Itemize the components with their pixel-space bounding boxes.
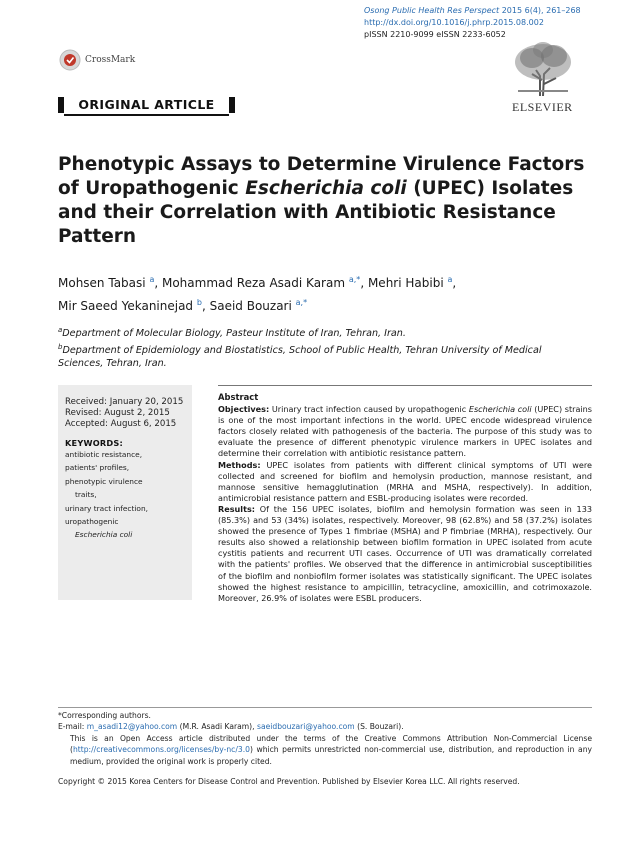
abstract-rule <box>218 385 592 386</box>
crossmark-label: CrossMark <box>85 55 136 65</box>
author-name[interactable]: Mir Saeed Yekaninejad <box>58 299 194 313</box>
tag-underline <box>64 114 229 116</box>
footnote-rule <box>58 707 592 708</box>
email-link[interactable]: saeidbouzari@yahoo.com <box>256 722 355 732</box>
keyword-item: traits, <box>75 490 97 500</box>
elsevier-tree-logo <box>510 40 576 98</box>
results-label: Results: <box>218 503 255 514</box>
affiliation-text: Department of Molecular Biology, Pasteur Institute of Iran, Tehran, Iran. <box>62 328 406 340</box>
tag-bar-right <box>229 97 235 113</box>
methods-text: UPEC isolates from patients with different clinical symptoms of UTI were collected and screened for biofilm and hemolysin production, mannose resistant, and mannose sensitive hemagglutination (MRHA and MSHA, respectively). In addition, antimicrobial resistance pattern and ESBL-producing isolates were recorded. <box>218 459 592 503</box>
affiliation-marker: a <box>58 326 63 334</box>
journal-info <box>364 5 584 41</box>
section-tag: ORIGINAL ARTICLE <box>78 97 215 112</box>
title-part-2: (UPEC) Isolates and their Correlation with Antibiotic Resistance Pattern <box>58 178 574 247</box>
objectives-text: Urinary tract infection caused by uropathogenic <box>269 404 469 415</box>
methods-label: Methods: <box>218 459 261 470</box>
email-link[interactable]: m_asadi12@yahoo.com <box>86 722 178 732</box>
journal-volume: 2015 6(4), 261–268 <box>499 6 581 15</box>
author-name[interactable]: Mehri Habibi <box>367 276 444 290</box>
title-part-1: Phenotypic Assays to Determine Virulence Factors of Uropathogenic <box>58 154 585 199</box>
journal-citation <box>364 5 584 17</box>
abstract <box>218 392 592 604</box>
affiliation-item <box>58 324 588 341</box>
author-separator: , <box>452 276 457 290</box>
license-text-2: ) which permits unrestricted non-commercial use, distribution, and reproduction in any medium, provided the original work is properly cited. <box>70 745 592 766</box>
crossmark-badge[interactable] <box>59 48 171 72</box>
author-affil-ref[interactable]: b <box>196 298 202 307</box>
objectives-italic: Escherichia coli <box>468 404 532 415</box>
affiliation-text: Department of Epidemiology and Biostatistics, School of Public Health, Tehran University of Medical Sciences, Tehran, Iran. <box>58 344 542 370</box>
license-text: This is an Open Access article distributed under the terms of the Creative Commons Attribution Non-Commercial License ( <box>70 733 592 755</box>
abstract-methods <box>218 460 592 504</box>
abstract-heading: Abstract <box>218 392 259 402</box>
keyword-item: phenotypic virulence <box>65 476 143 486</box>
author-affil-ref[interactable]: a <box>447 275 453 284</box>
doi-link[interactable]: http://dx.doi.org/10.1016/j.phrp.2015.08.002 <box>364 18 544 27</box>
crossmark-icon <box>59 49 81 71</box>
email-owner: (M.R. Asadi Karam), <box>177 722 257 732</box>
affiliation-item <box>58 341 588 371</box>
email-line <box>58 721 592 732</box>
publisher-name: ELSEVIER <box>512 100 573 114</box>
author-affil-ref[interactable]: a,* <box>295 298 308 307</box>
keyword-item: urinary tract infection, <box>65 503 148 513</box>
email-owner: (S. Bouzari). <box>354 722 404 732</box>
issn: pISSN 2210-9099 eISSN 2233-6052 <box>364 30 506 39</box>
accepted-date: Accepted: August 6, 2015 <box>65 419 177 429</box>
email-prefix: E-mail: <box>58 722 87 732</box>
objectives-label: Objectives: <box>218 404 270 415</box>
author-name[interactable]: Mohammad Reza Asadi Karam <box>161 276 346 290</box>
abstract-objectives <box>218 404 592 459</box>
abstract-results <box>218 504 592 604</box>
keyword-item: antibiotic resistance, <box>65 450 143 459</box>
keyword-item: patients' profiles, <box>65 463 130 473</box>
author-separator: , <box>201 299 210 313</box>
author-affil-ref[interactable]: a <box>149 275 155 284</box>
article-title <box>58 153 588 249</box>
title-italic: Escherichia coli <box>245 178 407 199</box>
article-info-box <box>58 385 192 600</box>
author-name[interactable]: Mohsen Tabasi <box>58 276 146 290</box>
revised-date: Revised: August 2, 2015 <box>65 408 170 418</box>
author-list <box>58 270 598 316</box>
footnotes <box>58 710 592 767</box>
objectives-text-2: (UPEC) strains is one of the most important infections in the world. UPEC encode widespread virulence factors closely related with pathogenesis of the bacteria. The purpose of this study was to evaluate the presence of different phenotypic virulence markers in UPEC isolates and determine their correlation with antibiotic resistance pattern. <box>218 404 593 459</box>
copyright-line: Copyright © 2015 Korea Centers for Disease Control and Prevention. Published by Elsevier Korea LLC. All rights reserved. <box>58 777 520 786</box>
affiliation-marker: b <box>58 342 63 351</box>
author-separator: , <box>154 276 162 290</box>
author-separator: , <box>360 276 368 290</box>
results-text: Of the 156 UPEC isolates, biofilm and hemolysin formation was seen in 133 (85.3%) and 53 (34%) isolates, respectively. Moreover, 98 (62.8%) and 58 (37.2%) isolates showed the presence of Types 1 fimbriae (MSHA) and P fimbriae (MRHA), respectively. Our results also showed a relationship between biofilm formation in UPEC isolated from acute cystitis patients and recurrent UTI cases. Occurrence of UTI was dramatically correlated with the patients' profiles. We observed that the difference in antimicrobial susceptibilities of the biofilm and nonbiofilm former isolates was statistically significant. The UPEC isolates showed the highest resistance to ampicillin, tetracycline, amoxicillin, and cotrimoxazole. Moreover, 26.9% of isolates were ESBL producers. <box>218 503 592 603</box>
keyword-item: uropathogenic <box>65 517 119 527</box>
journal-name: Osong Public Health Res Perspect <box>364 6 500 15</box>
author-affil-ref[interactable]: a,* <box>348 275 361 284</box>
affiliations <box>58 324 588 371</box>
keywords-heading: KEYWORDS: <box>65 438 123 448</box>
corresponding-note: *Corresponding authors. <box>58 711 151 720</box>
keyword-item: Escherichia coli <box>75 530 133 540</box>
received-date: Received: January 20, 2015 <box>65 397 184 407</box>
license-note <box>58 733 592 767</box>
license-link[interactable]: http://creativecommons.org/licenses/by-nc/3.0 <box>72 745 250 755</box>
author-name[interactable]: Saeid Bouzari <box>209 299 292 313</box>
